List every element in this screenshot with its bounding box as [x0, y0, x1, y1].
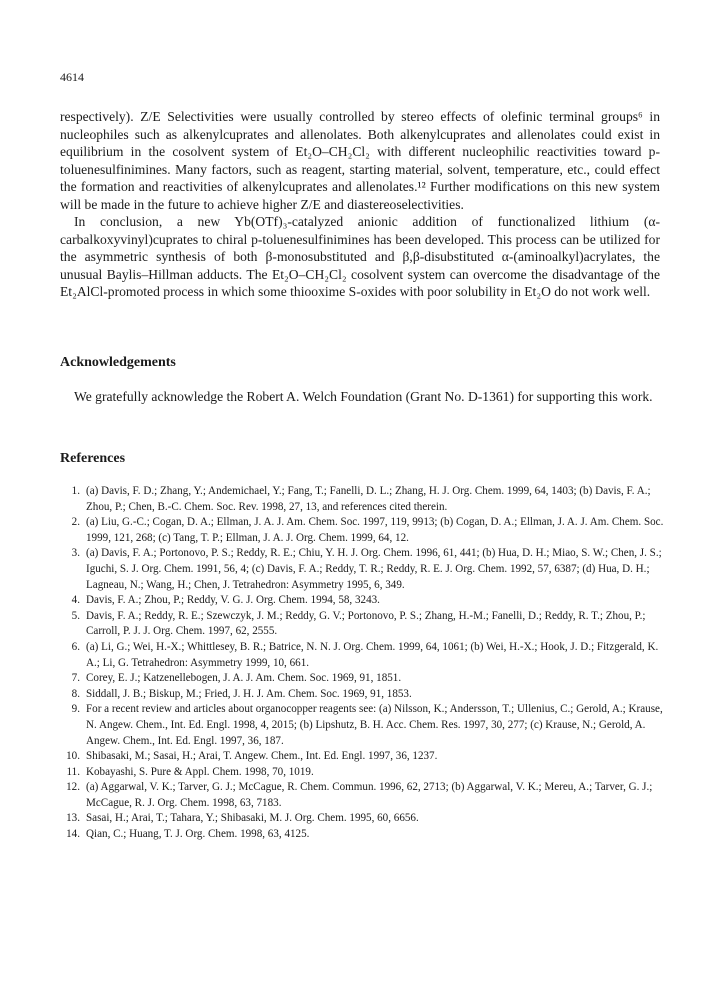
reference-item	[60, 749, 672, 765]
reference-number: 1.	[71, 485, 80, 497]
reference-number: 3.	[71, 547, 80, 560]
body-paragraph: respectively). Z/E Selectivities were usually controlled by stereo effects of olefinic terminal groups⁶ in nucleophiles such as alkenylcuprates and allenolates. Both alkenylcuprates and allenolates could exist in equilibrium in the cosolvent system of Et₂O–CH₂Cl₂ with different nucleophilic reactivities toward p-toluenesulfinimines. Many factors, such as reagent, starting material, solvent, temperature, etc., could effect the formation and reactivities of alkenylcuprates and allenolates.¹² Further modifications on this new system will be made in the future to achieve higher Z/E and diastereoselectivities.	[60, 109, 660, 212]
reference-item	[60, 811, 672, 827]
reference-number: 12.	[66, 781, 80, 794]
reference-text: For a recent review and articles about organocopper reagents see: (a) Nilsson, K.; Andersson, T.; Ullenius, C.; Gerold, A.; Krause, N. Angew. Chem., Int. Ed. Engl. 1998, 4, 2015; (b) Lipshutz, B. H. Acc. Chem. Res. 1997, 30, 277; (c) Krause, N.; Gerold, A. Angew. Chem., Int. Ed. Engl. 1997, 36, 187.	[86, 703, 663, 747]
reference-text: Shibasaki, M.; Sasai, H.; Arai, T. Angew. Chem., Int. Ed. Engl. 1997, 36, 1237.	[86, 750, 438, 763]
reference-list	[60, 484, 672, 843]
reference-number: 5.	[71, 609, 80, 622]
reference-number: 13.	[66, 812, 80, 825]
reference-text: Kobayashi, S. Pure & Appl. Chem. 1998, 70, 1019.	[86, 765, 314, 778]
reference-number: 2.	[71, 516, 80, 529]
reference-item	[60, 780, 672, 811]
reference-text: Davis, F. A.; Zhou, P.; Reddy, V. G. J. Org. Chem. 1994, 58, 3243.	[86, 594, 380, 607]
reference-text: Davis, F. A.; Reddy, R. E.; Szewczyk, J. M.; Reddy, G. V.; Portonovo, P. S.; Zhang, H.-M.; Fanelli, D.; Reddy, R. T.; Zhou, P.; Carroll, P. J. J. Org. Chem. 1997, 62, 2555.	[86, 609, 646, 638]
reference-number: 4.	[71, 594, 80, 607]
reference-item	[60, 640, 672, 671]
body-paragraph-conclusion: In conclusion, a new Yb(OTf)₃-catalyzed anionic addition of functionalized lithium (α-carbalkoxyvinyl)cuprates to chiral p-toluenesulfinimines has been developed. This process can be utilized for the asymmetric synthesis of both β-monosubstituted and β,β-disubstituted α-(aminoalkyl)acrylates, the unusual Baylis–Hillman adducts. The Et₂O–CH₂Cl₂ cosolvent system can overcome the disadvantage of the Et₂AlCl-promoted process in which some thiooxime S-oxides with poor solubility in Et₂O do not work well.	[60, 214, 660, 299]
reference-text: (a) Li, G.; Wei, H.-X.; Whittlesey, B. R.; Batrice, N. N. J. Org. Chem. 1999, 64, 1061; (b) Wei, H.-X.; Hook, J. D.; Fitzgerald, K. A.; Li, G. Tetrahedron: Asymmetry 1999, 10, 661.	[86, 640, 659, 669]
acknowledgements-text: We gratefully acknowledge the Robert A. Welch Foundation (Grant No. D-1361) for supporting this work.	[74, 389, 653, 404]
reference-number: 11.	[66, 765, 80, 778]
reference-item	[60, 515, 672, 546]
reference-item	[60, 827, 672, 843]
reference-number: 14.	[66, 828, 80, 841]
reference-number: 10.	[66, 750, 80, 763]
reference-item	[60, 609, 672, 640]
reference-text: (a) Davis, F. D.; Zhang, Y.; Andemichael, Y.; Fang, T.; Fanelli, D. L.; Zhang, H. J. Org. Chem. 1999, 64, 1403; (b) Davis, F. A.; Zhou, P.; Chen, B.-C. Chem. Soc. Rev. 1998, 27, 13, and references cited therein.	[86, 485, 651, 513]
reference-text: (a) Liu, G.-C.; Cogan, D. A.; Ellman, J. A. J. Am. Chem. Soc. 1997, 119, 9913; (b) Cogan, D. A.; Ellman, J. A. J. Am. Chem. Soc. 1999, 121, 268; (c) Tang, T. P.; Ellman, J. A. J. Org. Chem. 1999, 64, 12.	[86, 516, 664, 544]
references-heading: References	[60, 451, 126, 466]
reference-number: 6.	[71, 640, 80, 653]
reference-number: 8.	[71, 687, 80, 700]
reference-item	[60, 484, 672, 515]
reference-item	[60, 546, 672, 593]
page-number: 4614	[60, 70, 84, 84]
reference-number: 9.	[71, 703, 80, 716]
reference-item	[60, 687, 672, 703]
reference-text: Qian, C.; Huang, T. J. Org. Chem. 1998, 63, 4125.	[86, 828, 310, 841]
reference-item	[60, 702, 672, 749]
reference-text: (a) Aggarwal, V. K.; Tarver, G. J.; McCague, R. Chem. Commun. 1996, 62, 2713; (b) Aggarwal, V. K.; Mereu, A.; Tarver, G. J.; McCague, R. J. Org. Chem. 1998, 63, 7183.	[86, 781, 653, 809]
acknowledgements-heading: Acknowledgements	[60, 355, 176, 370]
reference-item	[60, 593, 672, 609]
reference-item	[60, 671, 672, 687]
reference-text: Siddall, J. B.; Biskup, M.; Fried, J. H. J. Am. Chem. Soc. 1969, 91, 1853.	[86, 687, 412, 700]
reference-text: (a) Davis, F. A.; Portonovo, P. S.; Reddy, R. E.; Chiu, Y. H. J. Org. Chem. 1996, 61, 441; (b) Hua, D. H.; Miao, S. W.; Chen, J. S.; Iguchi, S. J. Org. Chem. 1991, 56, 4; (c) Davis, F. A.; Reddy, T. R.; Reddy, R. E. J. Org. Chem. 1992, 57, 6387; (d) Hua, D. H.; Lagneau, N.; Wang, H.; Chen, J. Tetrahedron: Asymmetry 1995, 6, 349.	[86, 547, 662, 591]
reference-number: 7.	[71, 672, 80, 685]
reference-text: Sasai, H.; Arai, T.; Tahara, Y.; Shibasaki, M. J. Org. Chem. 1995, 60, 6656.	[86, 812, 419, 825]
reference-item	[60, 765, 672, 781]
reference-text: Corey, E. J.; Katzenellebogen, J. A. J. Am. Chem. Soc. 1969, 91, 1851.	[86, 672, 402, 685]
